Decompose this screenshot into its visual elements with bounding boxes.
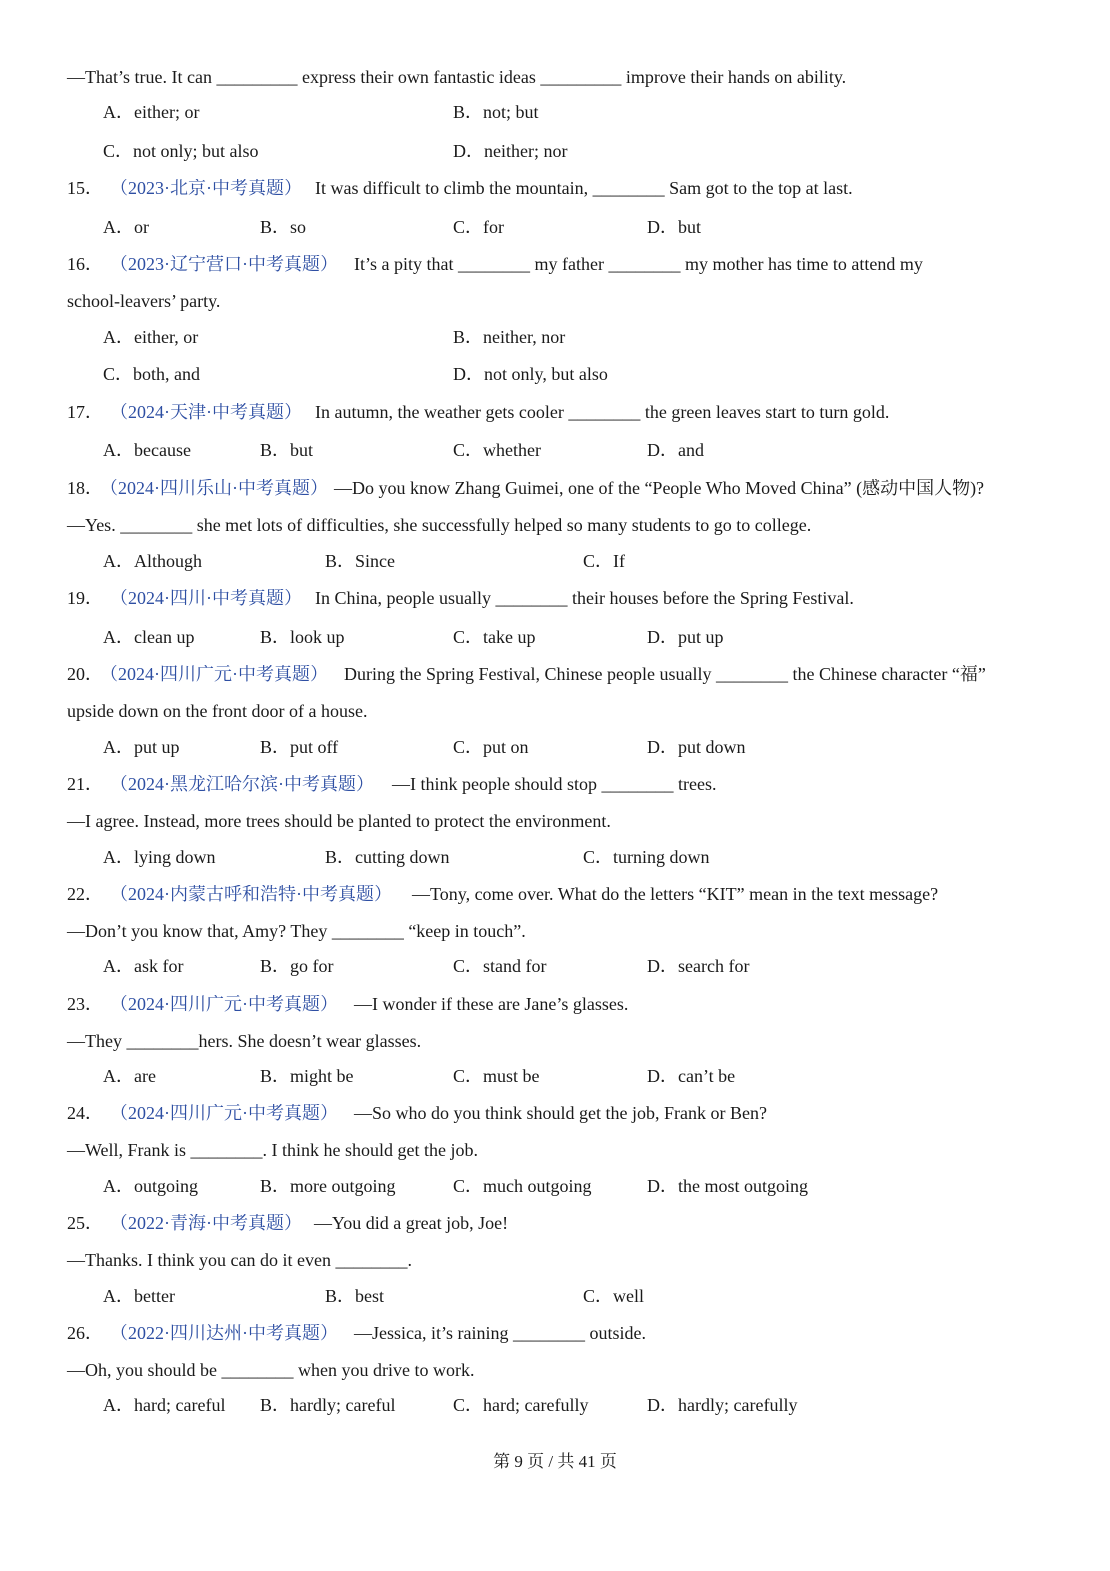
option-c: C．for: [453, 218, 504, 237]
question-text: —They ________hers. She doesn’t wear glasses.: [67, 1032, 422, 1051]
question-20-cont: [0, 702, 1070, 724]
question-21-cont: [0, 812, 1070, 834]
option-a: A．hard; careful: [103, 1396, 226, 1415]
question-source: （2024·四川广元·中考真题）: [110, 995, 338, 1014]
option-a: A．either, or: [103, 328, 199, 347]
option-b: B．Since: [325, 552, 395, 571]
question-26-cont: [0, 1361, 1070, 1383]
option-b: B．hardly; careful: [260, 1396, 396, 1415]
question-text: In autumn, the weather gets cooler ________ the green leaves start to turn gold.: [315, 403, 890, 422]
option-c: C．hard; carefully: [453, 1396, 589, 1415]
option-a: A．are: [103, 1067, 156, 1086]
question-text: It’s a pity that ________ my father ________ my mother has time to attend my: [354, 255, 923, 274]
question-number: 22．: [67, 885, 103, 904]
option-c: C．stand for: [453, 957, 547, 976]
options-row: [0, 365, 1070, 387]
option-a: A．lying down: [103, 848, 216, 867]
question-number: 23．: [67, 995, 103, 1014]
option-c: C．whether: [453, 441, 541, 460]
option-a: A．either; or: [103, 103, 200, 122]
question-source: （2023·北京·中考真题）: [110, 179, 302, 198]
question-number: 17．: [67, 403, 103, 422]
option-d: D．put up: [647, 628, 724, 647]
question-text: —Well, Frank is ________. I think he should get the job.: [67, 1141, 479, 1160]
option-c: C．well: [583, 1287, 644, 1306]
option-d: D．search for: [647, 957, 750, 976]
option-d: D．put down: [647, 738, 746, 757]
question-text: During the Spring Festival, Chinese people usually ________ the Chinese character “福”: [344, 665, 986, 684]
question-source: （2024·黑龙江哈尔滨·中考真题）: [110, 775, 374, 794]
option-d: D．the most outgoing: [647, 1177, 808, 1196]
options-row: [0, 1287, 1070, 1309]
option-b: B．so: [260, 218, 307, 237]
options-row: [0, 628, 1070, 650]
options-row: [0, 218, 1070, 240]
option-d: D．and: [647, 441, 704, 460]
option-c: C．put on: [453, 738, 529, 757]
option-b: B．not; but: [453, 103, 539, 122]
question-source: （2022·四川达州·中考真题）: [110, 1324, 338, 1343]
options-row: [0, 441, 1070, 463]
question-text: —Oh, you should be ________ when you drive to work.: [67, 1361, 475, 1380]
question-text: —Do you know Zhang Guimei, one of the “People Who Moved China” (感动中国人物)?: [334, 479, 985, 498]
question-source: （2024·四川·中考真题）: [110, 589, 302, 608]
question-21: [0, 775, 1070, 797]
options-row: [0, 328, 1070, 350]
question-text: —So who do you think should get the job, Frank or Ben?: [354, 1104, 767, 1123]
options-row: [0, 142, 1070, 164]
question-number: 16．: [67, 255, 103, 274]
question-text: school-leavers’ party.: [67, 292, 221, 311]
question-number: 15．: [67, 179, 103, 198]
page-footer: 第 9 页 / 共 41 页: [493, 1452, 617, 1471]
option-a: A．or: [103, 218, 149, 237]
option-a: A．because: [103, 441, 191, 460]
question-24-cont: [0, 1141, 1070, 1163]
option-c: C．much outgoing: [453, 1177, 592, 1196]
option-a: A．better: [103, 1287, 175, 1306]
option-d: D．but: [647, 218, 701, 237]
option-b: B．neither, nor: [453, 328, 566, 347]
question-17: [0, 403, 1070, 425]
question-source: （2024·四川广元·中考真题）: [110, 1104, 338, 1123]
question-text: —Tony, come over. What do the letters “KIT” mean in the text message?: [412, 885, 939, 904]
question-text: —Thanks. I think you can do it even ________.: [67, 1251, 412, 1270]
option-c: C．both, and: [103, 365, 200, 384]
option-c: C．take up: [453, 628, 536, 647]
question-number: 24．: [67, 1104, 103, 1123]
question-number: 18．: [67, 479, 103, 498]
options-row: [0, 1396, 1070, 1418]
option-a: A．clean up: [103, 628, 195, 647]
option-b: B．cutting down: [325, 848, 450, 867]
question-source: （2024·内蒙古呼和浩特·中考真题）: [110, 885, 392, 904]
option-c: C．turning down: [583, 848, 710, 867]
question-number: 21．: [67, 775, 103, 794]
option-a: A．put up: [103, 738, 180, 757]
question-18-cont: [0, 516, 1070, 538]
option-d: D．neither; nor: [453, 142, 568, 161]
question-25-cont: [0, 1251, 1070, 1273]
option-d: D．can’t be: [647, 1067, 736, 1086]
question-source: （2024·天津·中考真题）: [110, 403, 302, 422]
question-22-cont: [0, 922, 1070, 944]
option-d: D．hardly; carefully: [647, 1396, 798, 1415]
question-text: —Jessica, it’s raining ________ outside.: [354, 1324, 646, 1343]
option-c: C．If: [583, 552, 625, 571]
question-text: —I agree. Instead, more trees should be planted to protect the environment.: [67, 812, 611, 831]
option-b: B．best: [325, 1287, 385, 1306]
option-b: B．but: [260, 441, 314, 460]
question-20: [0, 665, 1070, 687]
question-text: upside down on the front door of a house.: [67, 702, 368, 721]
question-15: [0, 179, 1070, 201]
option-c: C．must be: [453, 1067, 540, 1086]
question-text: —You did a great job, Joe!: [314, 1214, 509, 1233]
options-row: [0, 738, 1070, 760]
question-number: 25．: [67, 1214, 103, 1233]
question-24: [0, 1104, 1070, 1126]
options-row: [0, 1067, 1070, 1089]
question-text: —I think people should stop ________ trees.: [392, 775, 717, 794]
options-row: [0, 848, 1070, 870]
question-number: 26．: [67, 1324, 103, 1343]
question-source: （2024·四川广元·中考真题）: [100, 665, 328, 684]
question-number: 20．: [67, 665, 103, 684]
question-number: 19．: [67, 589, 103, 608]
question-19: [0, 589, 1070, 611]
option-b: B．more outgoing: [260, 1177, 396, 1196]
question-source: （2024·四川乐山·中考真题）: [100, 479, 328, 498]
question-14-tail: [0, 68, 1070, 90]
options-row: [0, 552, 1070, 574]
question-23: [0, 995, 1070, 1017]
question-18: [0, 479, 1070, 501]
question-16: [0, 255, 1070, 277]
options-row: [0, 957, 1070, 979]
question-16-cont: [0, 292, 1070, 314]
question-text: —I wonder if these are Jane’s glasses.: [354, 995, 629, 1014]
question-source: （2023·辽宁营口·中考真题）: [110, 255, 338, 274]
option-c: C．not only; but also: [103, 142, 259, 161]
option-b: B．go for: [260, 957, 334, 976]
option-a: A．outgoing: [103, 1177, 199, 1196]
question-text: In China, people usually ________ their houses before the Spring Festival.: [315, 589, 854, 608]
question-25: [0, 1214, 1070, 1236]
options-row: [0, 103, 1070, 125]
options-row: [0, 1177, 1070, 1199]
option-b: B．look up: [260, 628, 345, 647]
option-b: B．might be: [260, 1067, 354, 1086]
question-text: —Don’t you know that, Amy? They ________ “keep in touch”.: [67, 922, 526, 941]
question-text: It was difficult to climb the mountain, ________ Sam got to the top at last.: [315, 179, 853, 198]
option-d: D．not only, but also: [453, 365, 608, 384]
question-source: （2022·青海·中考真题）: [110, 1214, 302, 1233]
question-text: —Yes. ________ she met lots of difficulties, she successfully helped so many students to go to college.: [67, 516, 812, 535]
option-a: A．ask for: [103, 957, 184, 976]
option-a: A．Although: [103, 552, 202, 571]
question-22: [0, 885, 1070, 907]
question-26: [0, 1324, 1070, 1346]
option-b: B．put off: [260, 738, 339, 757]
question-line: —That’s true. It can _________ express their own fantastic ideas _________ improve their hands on ability.: [67, 68, 847, 87]
question-23-cont: [0, 1032, 1070, 1054]
